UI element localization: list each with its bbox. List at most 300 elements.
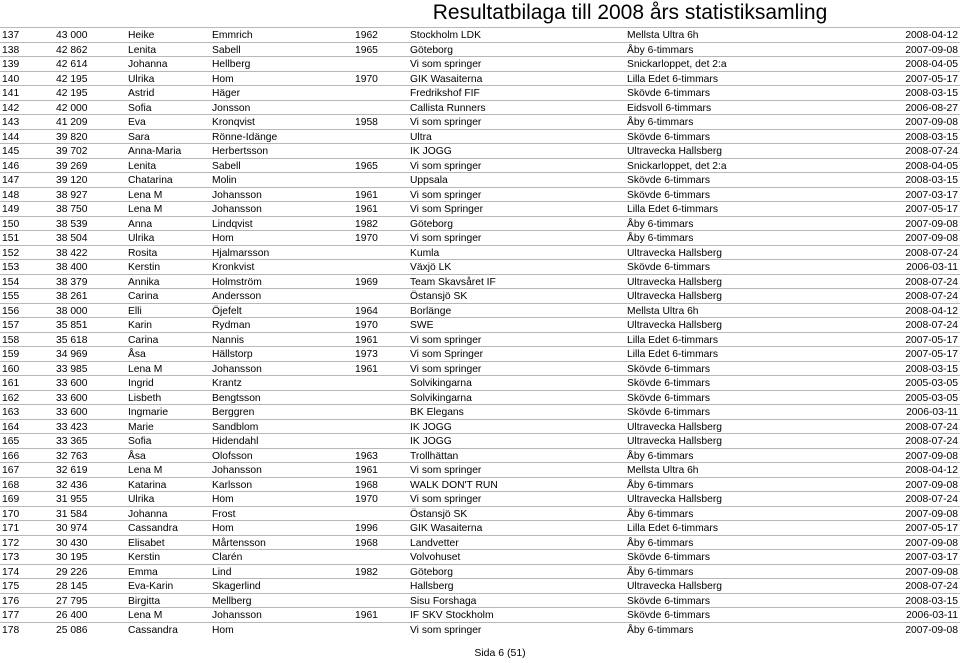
cell-last-name: Olofsson [212,450,253,462]
cell-club: SWE [410,320,434,331]
cell-distance: 26 400 [56,610,88,621]
cell-birth-year: 1982 [355,218,378,230]
cell-distance: 30 974 [56,523,88,534]
cell-date: 2007-09-08 [905,218,958,230]
cell-date: 2007-09-08 [905,537,958,549]
cell-distance: 42 000 [56,102,88,114]
cell-race: Åby 6-timmars [627,537,694,549]
cell-last-name: Emmrich [212,30,253,41]
table-row [0,56,960,71]
cell-first-name: Elisabet [128,537,165,549]
cell-distance: 38 927 [56,189,88,201]
cell-first-name: Eva-Karin [128,581,174,592]
cell-club: Göteborg [410,218,453,230]
table-row [0,419,960,434]
cell-date: 2007-09-08 [905,117,958,128]
cell-club: BK Elegans [410,407,464,418]
cell-last-name: Hjalmarsson [212,247,270,259]
cell-race: Åby 6-timmars [627,508,694,520]
cell-distance: 38 000 [56,305,88,317]
cell-first-name: Ulrika [128,233,155,244]
cell-rank: 171 [2,523,20,534]
table-row [0,622,960,637]
cell-date: 2008-07-24 [905,247,958,259]
cell-race: Åby 6-timmars [627,566,694,578]
cell-race: Skövde 6-timmars [627,131,710,143]
cell-distance: 38 400 [56,262,88,273]
cell-race: Snickarloppet, det 2:a [627,59,727,70]
cell-first-name: Lena M [128,610,163,621]
cell-birth-year: 1968 [355,537,378,549]
cell-date: 2007-05-17 [905,204,958,215]
cell-last-name: Sandblom [212,421,259,433]
cell-club: Vi som springer [410,494,482,505]
cell-birth-year: 1961 [355,465,378,476]
cell-first-name: Sofia [128,436,152,447]
cell-club: Sisu Forshaga [410,595,477,607]
cell-rank: 141 [2,88,20,99]
cell-date: 2008-04-12 [905,465,958,476]
cell-race: Lilla Edet 6-timmars [627,349,718,360]
cell-rank: 162 [2,392,20,404]
cell-last-name: Molin [212,175,237,186]
cell-distance: 38 422 [56,247,88,259]
cell-last-name: Kronkvist [212,262,255,273]
cell-last-name: Lindqvist [212,218,253,230]
cell-first-name: Lena M [128,465,163,476]
cell-date: 2007-09-08 [905,44,958,56]
cell-distance: 33 600 [56,378,88,389]
cell-distance: 28 145 [56,581,88,592]
cell-rank: 177 [2,610,20,621]
cell-club: Vi som springer [410,189,482,201]
cell-first-name: Lenita [128,160,157,172]
cell-club: IK JOGG [410,146,452,157]
cell-distance: 32 436 [56,479,88,491]
cell-distance: 33 423 [56,421,88,433]
cell-distance: 39 820 [56,131,88,143]
table-row [0,564,960,579]
cell-rank: 140 [2,73,20,85]
cell-rank: 143 [2,117,20,128]
cell-club: Växjö LK [410,262,452,273]
cell-birth-year: 1961 [355,334,378,346]
cell-first-name: Emma [128,566,158,578]
table-row [0,375,960,390]
cell-first-name: Sara [128,131,150,143]
cell-last-name: Mårtensson [212,537,266,549]
cell-rank: 158 [2,334,20,346]
cell-rank: 173 [2,552,20,563]
cell-distance: 33 985 [56,363,88,375]
cell-race: Lilla Edet 6-timmars [627,73,718,85]
cell-last-name: Johansson [212,204,262,215]
cell-last-name: Bengtsson [212,392,261,404]
cell-race: Ultravecka Hallsberg [627,436,722,447]
cell-last-name: Krantz [212,378,242,389]
table-row [0,288,960,303]
table-row [0,607,960,622]
cell-race: Skövde 6-timmars [627,552,710,563]
cell-club: Callista Runners [410,102,486,114]
cell-race: Åby 6-timmars [627,624,694,636]
cell-first-name: Elli [128,305,142,317]
cell-rank: 168 [2,479,20,491]
cell-race: Ultravecka Hallsberg [627,291,722,302]
table-row [0,27,960,42]
cell-distance: 38 539 [56,218,88,230]
cell-race: Mellsta Ultra 6h [627,305,699,317]
table-row [0,477,960,492]
cell-club: Vi som springer [410,233,482,244]
cell-last-name: Kronqvist [212,117,255,128]
cell-last-name: Hom [212,494,234,505]
cell-date: 2008-03-15 [905,175,958,186]
cell-club: Vi som springer [410,624,482,636]
cell-rank: 166 [2,450,20,462]
cell-distance: 42 614 [56,59,88,70]
cell-club: Vi som Springer [410,349,484,360]
cell-first-name: Karin [128,320,153,331]
table-row [0,216,960,231]
cell-date: 2006-08-27 [905,102,958,114]
table-row [0,42,960,57]
cell-rank: 156 [2,305,20,317]
cell-first-name: Åsa [128,349,146,360]
cell-rank: 148 [2,189,20,201]
cell-birth-year: 1973 [355,349,378,360]
cell-first-name: Carina [128,334,159,346]
cell-club: GIK Wasaiterna [410,523,483,534]
cell-birth-year: 1982 [355,566,378,578]
cell-rank: 175 [2,581,20,592]
table-row [0,230,960,245]
cell-date: 2007-05-17 [905,349,958,360]
cell-distance: 27 795 [56,595,88,607]
cell-last-name: Sabell [212,44,241,56]
table-row [0,332,960,347]
cell-last-name: Johansson [212,610,262,621]
table-row [0,535,960,550]
cell-first-name: Chatarina [128,175,173,186]
cell-club: Volvohuset [410,552,461,563]
cell-distance: 38 504 [56,233,88,244]
cell-date: 2007-03-17 [905,552,958,563]
cell-club: Trollhättan [410,450,459,462]
cell-date: 2008-07-24 [905,494,958,505]
table-row [0,274,960,289]
cell-rank: 155 [2,291,20,302]
cell-club: GIK Wasaiterna [410,73,483,85]
cell-rank: 178 [2,624,20,636]
cell-first-name: Carina [128,291,159,302]
cell-club: Vi som springer [410,334,482,346]
cell-date: 2005-03-05 [905,378,958,389]
cell-first-name: Ulrika [128,494,155,505]
cell-race: Skövde 6-timmars [627,610,710,621]
cell-date: 2008-03-15 [905,363,958,375]
cell-race: Ultravecka Hallsberg [627,146,722,157]
cell-rank: 164 [2,421,20,433]
cell-last-name: Hidendahl [212,436,259,447]
cell-race: Ultravecka Hallsberg [627,421,722,433]
cell-last-name: Hällstorp [212,349,253,360]
cell-race: Skövde 6-timmars [627,189,710,201]
cell-first-name: Ulrika [128,73,155,85]
cell-race: Skövde 6-timmars [627,595,710,607]
cell-last-name: Jonsson [212,102,251,114]
cell-rank: 138 [2,44,20,56]
cell-club: Uppsala [410,175,448,186]
cell-rank: 146 [2,160,20,172]
cell-club: Kumla [410,247,440,259]
cell-club: Landvetter [410,537,459,549]
cell-distance: 30 195 [56,552,88,563]
cell-last-name: Hom [212,624,234,636]
cell-date: 2007-05-17 [905,523,958,534]
cell-race: Eidsvoll 6-timmars [627,102,712,114]
cell-rank: 145 [2,146,20,157]
cell-rank: 137 [2,30,20,41]
cell-race: Skövde 6-timmars [627,407,710,418]
cell-race: Lilla Edet 6-timmars [627,523,718,534]
cell-last-name: Johansson [212,189,262,201]
results-table [0,27,960,636]
cell-distance: 33 600 [56,392,88,404]
cell-rank: 163 [2,407,20,418]
cell-club: Ultra [410,131,432,143]
cell-distance: 29 226 [56,566,88,578]
cell-rank: 167 [2,465,20,476]
cell-race: Mellsta Ultra 6h [627,465,699,476]
cell-club: Solvikingarna [410,378,472,389]
cell-first-name: Rosita [128,247,158,259]
cell-date: 2008-03-15 [905,595,958,607]
cell-last-name: Berggren [212,407,255,418]
cell-first-name: Lena M [128,363,163,375]
table-row [0,448,960,463]
cell-club: Vi som springer [410,465,482,476]
cell-date: 2008-03-15 [905,131,958,143]
cell-distance: 38 261 [56,291,88,302]
cell-date: 2005-03-05 [905,392,958,404]
cell-birth-year: 1970 [355,320,378,331]
table-row [0,578,960,593]
cell-birth-year: 1958 [355,117,378,128]
cell-first-name: Lena M [128,189,163,201]
cell-rank: 147 [2,175,20,186]
page-footer: Sida 6 (51) [474,647,526,659]
cell-birth-year: 1970 [355,73,378,85]
cell-first-name: Marie [128,421,154,433]
cell-race: Lilla Edet 6-timmars [627,204,718,215]
cell-last-name: Johansson [212,465,262,476]
cell-club: Vi som springer [410,59,482,70]
cell-first-name: Anna [128,218,153,230]
cell-first-name: Johanna [128,59,168,70]
cell-date: 2008-04-05 [905,160,958,172]
cell-distance: 32 763 [56,450,88,462]
table-row [0,593,960,608]
table-row [0,201,960,216]
cell-club: Solvikingarna [410,392,472,404]
cell-first-name: Ingrid [128,378,154,389]
cell-club: Borlänge [410,305,452,317]
cell-first-name: Anna-Maria [128,146,182,157]
table-row [0,172,960,187]
cell-race: Ultravecka Hallsberg [627,320,722,331]
cell-distance: 33 365 [56,436,88,447]
cell-race: Åby 6-timmars [627,44,694,56]
cell-rank: 165 [2,436,20,447]
table-row [0,143,960,158]
cell-race: Åby 6-timmars [627,450,694,462]
cell-birth-year: 1970 [355,494,378,505]
cell-last-name: Holmström [212,276,262,288]
cell-club: Vi som springer [410,363,482,375]
table-row [0,114,960,129]
table-row [0,433,960,448]
cell-date: 2007-03-17 [905,189,958,201]
cell-race: Skövde 6-timmars [627,363,710,375]
cell-last-name: Rönne-Idänge [212,131,278,143]
cell-distance: 35 851 [56,320,88,331]
cell-club: IF SKV Stockholm [410,610,494,621]
cell-first-name: Åsa [128,450,146,462]
cell-rank: 157 [2,320,20,331]
cell-first-name: Birgitta [128,595,161,607]
table-row [0,259,960,274]
cell-race: Skövde 6-timmars [627,378,710,389]
cell-last-name: Johansson [212,363,262,375]
cell-last-name: Clarén [212,552,243,563]
cell-rank: 161 [2,378,20,389]
cell-club: Fredrikshof FIF [410,88,480,99]
cell-club: Vi som springer [410,160,482,172]
cell-birth-year: 1961 [355,189,378,201]
table-row [0,158,960,173]
cell-race: Mellsta Ultra 6h [627,30,699,41]
cell-first-name: Annika [128,276,160,288]
table-row [0,361,960,376]
cell-last-name: Rydman [212,320,251,331]
cell-last-name: Andersson [212,291,262,302]
table-row [0,506,960,521]
cell-rank: 142 [2,102,20,114]
cell-date: 2006-03-11 [906,610,958,621]
cell-last-name: Sabell [212,160,241,172]
cell-club: Göteborg [410,566,453,578]
cell-last-name: Lind [212,566,232,578]
cell-date: 2008-07-24 [905,421,958,433]
table-row [0,85,960,100]
table-row [0,129,960,144]
cell-rank: 139 [2,59,20,70]
cell-last-name: Hom [212,523,234,534]
cell-date: 2008-07-24 [905,146,958,157]
cell-first-name: Eva [128,117,146,128]
cell-race: Åby 6-timmars [627,218,694,230]
cell-distance: 30 430 [56,537,88,549]
cell-birth-year: 1962 [355,30,378,41]
cell-last-name: Mellberg [212,595,252,607]
cell-distance: 35 618 [56,334,88,346]
cell-first-name: Ingmarie [128,407,169,418]
cell-birth-year: 1968 [355,479,378,491]
cell-first-name: Kerstin [128,262,161,273]
cell-race: Ultravecka Hallsberg [627,247,722,259]
cell-rank: 151 [2,233,20,244]
cell-distance: 39 702 [56,146,88,157]
cell-race: Skövde 6-timmars [627,175,710,186]
cell-last-name: Hom [212,233,234,244]
table-row [0,187,960,202]
cell-race: Skövde 6-timmars [627,392,710,404]
cell-birth-year: 1996 [355,523,378,534]
cell-rank: 152 [2,247,20,259]
cell-distance: 39 269 [56,160,88,172]
cell-club: IK JOGG [410,436,452,447]
cell-distance: 42 195 [56,88,88,99]
cell-club: Stockholm LDK [410,30,481,41]
cell-first-name: Johanna [128,508,168,520]
cell-date: 2008-04-05 [905,59,958,70]
cell-first-name: Kerstin [128,552,161,563]
cell-date: 2007-09-08 [905,479,958,491]
cell-distance: 25 086 [56,624,88,636]
cell-last-name: Öjefelt [212,305,242,317]
cell-race: Åby 6-timmars [627,117,694,128]
cell-date: 2007-09-08 [905,508,958,520]
cell-first-name: Cassandra [128,523,178,534]
cell-rank: 150 [2,218,20,230]
table-row [0,520,960,535]
cell-club: Vi som springer [410,117,482,128]
cell-first-name: Astrid [128,88,155,99]
cell-club: Team Skavsåret IF [410,276,496,288]
cell-date: 2008-07-24 [905,320,958,331]
cell-rank: 170 [2,508,20,520]
cell-race: Ultravecka Hallsberg [627,276,722,288]
cell-rank: 172 [2,537,20,549]
cell-date: 2008-03-15 [905,88,958,99]
cell-rank: 154 [2,276,20,288]
cell-last-name: Nannis [212,334,245,346]
cell-birth-year: 1963 [355,450,378,462]
cell-distance: 38 379 [56,276,88,288]
cell-date: 2008-07-24 [905,291,958,302]
cell-date: 2008-07-24 [905,581,958,592]
cell-club: WALK DON'T RUN [410,479,498,491]
cell-first-name: Sofia [128,102,152,114]
cell-distance: 34 969 [56,349,88,360]
cell-last-name: Hom [212,73,234,85]
cell-race: Snickarloppet, det 2:a [627,160,727,172]
cell-birth-year: 1961 [355,204,378,215]
table-row [0,303,960,318]
cell-race: Skövde 6-timmars [627,262,710,273]
cell-birth-year: 1964 [355,305,378,317]
cell-birth-year: 1961 [355,363,378,375]
cell-distance: 41 209 [56,117,88,128]
cell-club: Östansjö SK [410,291,468,302]
cell-rank: 149 [2,204,20,215]
table-row [0,71,960,86]
cell-club: Hallsberg [410,581,454,592]
cell-birth-year: 1970 [355,233,378,244]
cell-last-name: Skagerlind [212,581,261,592]
cell-club: Östansjö SK [410,508,468,520]
